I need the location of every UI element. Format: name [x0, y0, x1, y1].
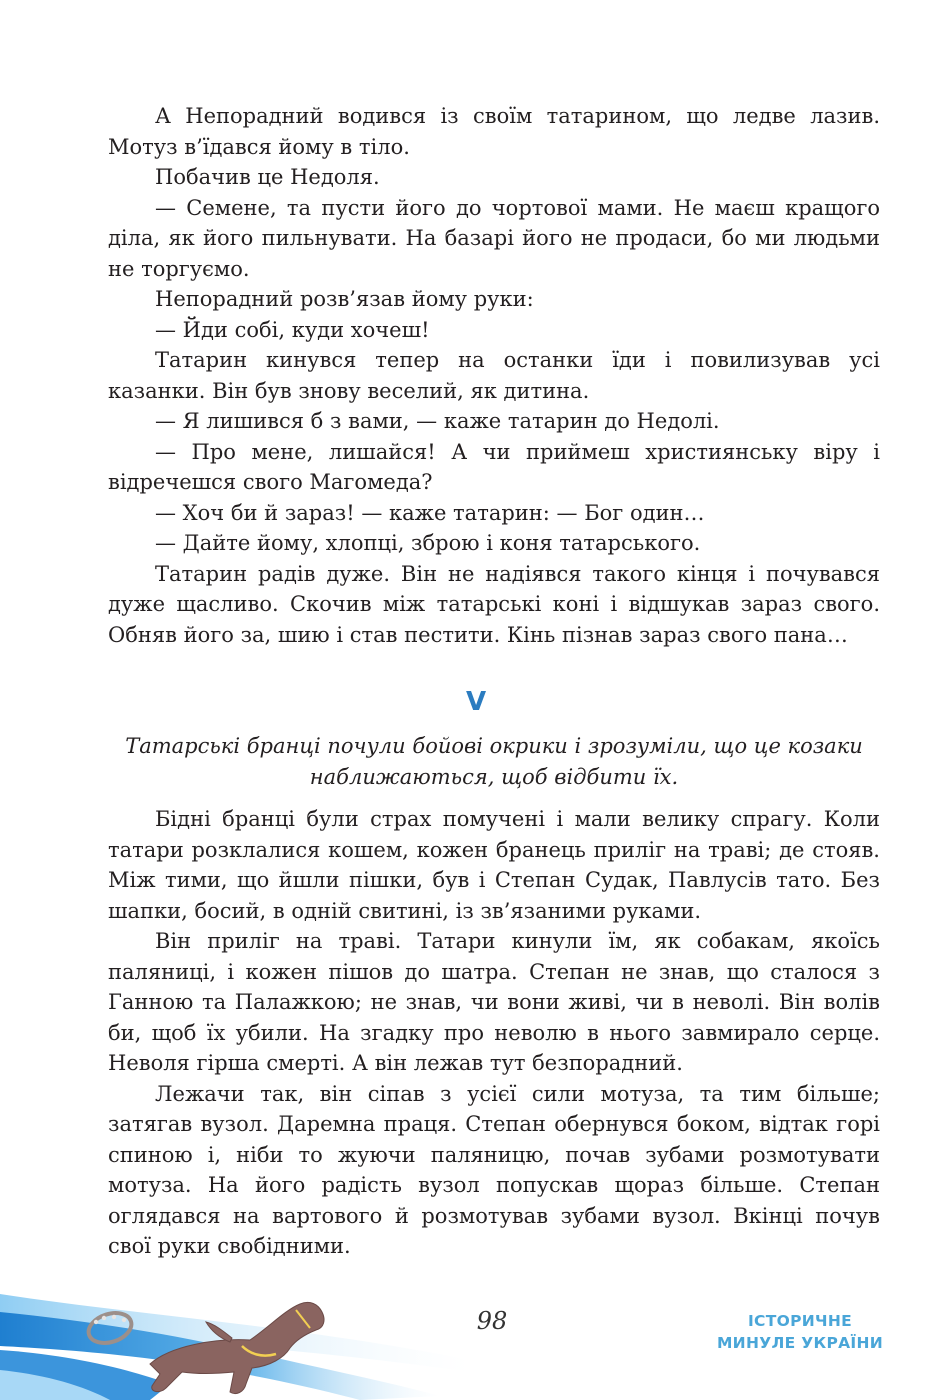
paragraph: А Непорадний водився із своїм татарином, що ледве лазив. Мотуз в’їдався йому в тіло. — [108, 104, 880, 159]
paragraph: — Семене, та пусти його до чортової мами. Не маєш кращого діла, як його пильнувати. На базарі його не продаси, бо ми людьми не торгуємо. — [108, 195, 880, 281]
paragraph: — Я лишився б з вами, — каже татарин до Недолі. — [155, 409, 720, 433]
galloping-horse-illustration — [0, 1288, 470, 1400]
paragraph: — Про мене, лишайся! А чи приймеш християнську віру і відречешся свого Магомеда? — [108, 439, 880, 494]
paragraph: Непорадний розв’язав йому руки: — [155, 287, 534, 311]
section-title-line: ІСТОРИЧНЕ — [747, 1312, 852, 1330]
paragraph: — Хоч би й зараз! — каже татарин: — Бог один… — [155, 500, 705, 525]
paragraph: Побачив це Недоля. — [155, 165, 380, 189]
paragraph: Бідні бранці були страх помучені і мали велику спрагу. Коли татари розклалися кошем, кожен бранець приліг на траві; де стояв. Між тими, що йшли пішки, був і Степан Судак, Павлусів тато. Без шапки, босий, в одній свитині, із зв’язаними руками. — [108, 807, 880, 923]
page-number: 98 — [476, 1307, 508, 1335]
chapter-number: V — [465, 687, 487, 717]
paragraph: Лежачи так, він сіпав з усієї сили мотуза, та тим більше; затягав вузол. Даремна праця. Степан обернувся боком, відтак горі спиною і, ніби то жуючи паляницю, почав зубами розмотувати мотуза. На його радість вузол попускав щораз більше. Степан оглядався на вартового й розмотував зубами вузол. Вкінці почув свої руки свобідними. — [108, 1081, 880, 1258]
paragraph: Татарин кинувся тепер на останки їди і повилизував усі казанки. Він був знову веселий, як дитина. — [108, 348, 880, 403]
paragraph: — Дайте йому, хлопці, зброю і коня татарського. — [155, 531, 701, 555]
chapter-summary: Татарські бранці почули бойові окрики і зрозуміли, що це козаки наближаються, щоб відбити їх. — [125, 734, 863, 789]
section-title — [700, 1310, 900, 1354]
paragraph: Він приліг на траві. Татари кинули їм, як собакам, якоїсь паляниці, і кожен пішов до шатра. Степан не знав, що сталося з Ганною та Палажкою; не знав, чи вони живі, чи в неволі. Він волів би, щоб їх убили. На згадку про неволю в нього завмирало серце. Неволя гірша смерті. А він лежав тут безпорадний. — [108, 929, 880, 1075]
paragraph: — Йди собі, куди хочеш! — [155, 317, 430, 342]
text-block-after — [108, 804, 880, 1262]
text-block-before — [108, 101, 880, 650]
paragraph: Татарин радів дуже. Він не надіявся такого кінця і почувався дуже щасливо. Скочив між татарські коні і відшукав зараз свого. Обняв його за, шию і став пестити. Кінь пізнав зараз свого пана… — [108, 561, 880, 647]
section-title-line: МИНУЛЕ УКРАЇНИ — [716, 1334, 884, 1352]
